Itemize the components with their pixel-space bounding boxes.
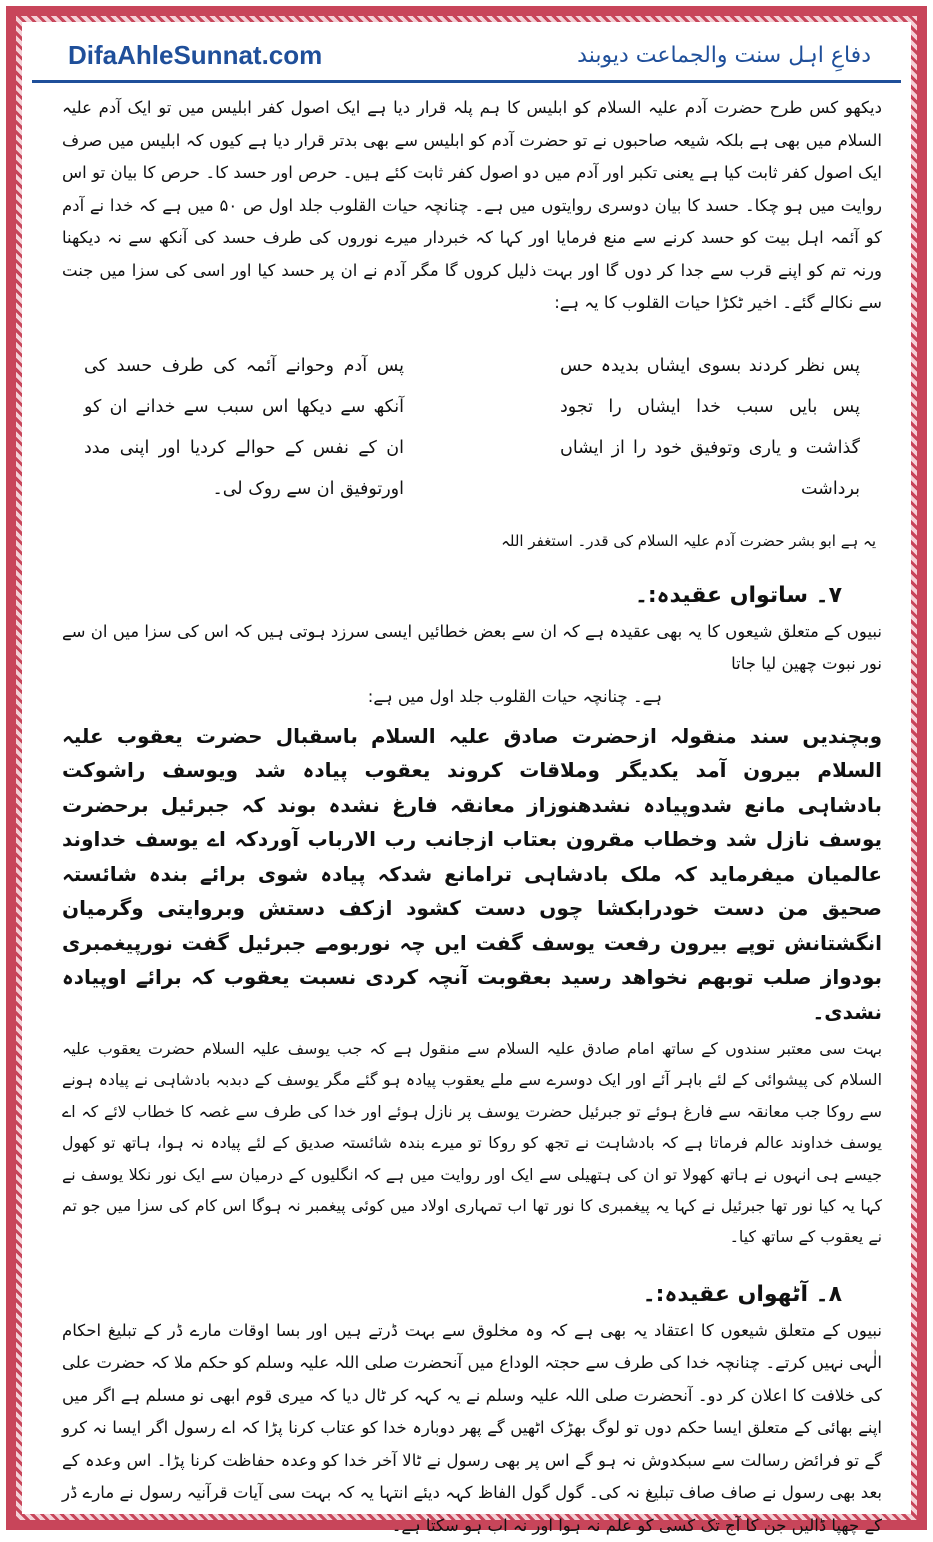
- paragraph-seventh-b: ہے۔ چنانچہ حیات القلوب جلد اول میں ہے:: [367, 686, 662, 706]
- paragraph-intro: دیکھو کس طرح حضرت آدم علیہ السلام کو ابلیس کا ہم پلہ قرار دیا ہے ایک اصول کفر ابلیس میں تو ایک آدم علیہ السلام میں بھی ہے بلکہ شیعہ صاحبوں نے تو حضرت آدم کو ابلیس سے بھی بدتر قرار دیا ہے کیوں کہ ابلیس میں صرف ایک اصول کفر ثابت کیا ہے یعنی تکبر اور آدم میں دو اصول کفر ثابت کئے ہیں۔ حرص اور حسد کا۔ حرص کا بیان تو اس روایت میں ہو چکا۔ حسد کا بیان دوسری روایتوں میں ہے۔ چنانچہ حیات القلوب جلد اول ص ۵۰ میں ہے کہ خدا نے آدم کو آئمہ اہل بیت کو حسد کرنے سے منع فرمایا اور کہا کہ خبردار میرے نوروں کی طرف حسد کی آنکھ سے نہ دیکھنا ورنہ تم کو اپنے قرب سے جدا کر دوں گا اور بہت ذلیل کروں گا مگر آدم نے ان پر حسد کیا اور اسی کی سزا میں جنت سے نکالے گئے۔ اخیر ٹکڑا حیات القلوب کا یہ ہے:: [62, 98, 883, 312]
- paragraph-seventh-a: نبیوں کے متعلق شیعوں کا یہ بھی عقیدہ ہے کہ ان سے بعض خطائیں ایسی سرزد ہوتی ہیں کہ اس کی سزا میں ان سے نور نبوت چھین لیا جاتا: [62, 621, 882, 673]
- heading-eighth-belief: ۸۔ آٹھواں عقیدہ:۔: [642, 1281, 842, 1307]
- page-header: [32, 30, 901, 83]
- brand-title: دفاعِ اہل سنت والجماعت دیوبند: [577, 42, 871, 68]
- narration-translation: بہت سی معتبر سندوں کے ساتھ امام صادق علیہ السلام سے منقول ہے کہ جب یوسف علیہ السلام حضرت یعقوب علیہ السلام کی پیشوائی کے لئے باہر آئے اور ایک دوسرے سے ملے یعقوب پیادہ ہو گئے مگر یوسف کے دبدبہ بادشاہی نے پیادہ ہونے سے روکا جب معانقہ سے فارغ ہوئے تو جبرئیل حضرت یوسف پر نازل ہوئے اور خدا کی طرف سے غصہ کا خطاب لائے کہ اے یوسف خداوند عالم فرماتا ہے کہ بادشاہت نے تجھ کو روکا تو میرے بندہ شائستہ صدیق کے لئے پیادہ نہ ہوا، ہاتھ تو کھول جیسے ہی انہوں نے ہاتھ کھولا تو ان کی ہتھیلی سے ایک اور روایت میں ہے کہ انگلیوں کے درمیان سے ایک نور نکلا یوسف نے کہا یہ کیا نور تھا جبرئیل نے کہا یہ پیغمبری کا نور تھا اب تمہاری اولاد میں کوئی پیغمبر نہ ہوگا اس کام کی سزا میں جو تم نے یعقوب کے ساتھ کیا۔: [62, 1039, 882, 1247]
- paragraph-eighth: نبیوں کے متعلق شیعوں کا اعتقاد یہ بھی ہے کہ وہ مخلوق سے بہت ڈرتے ہیں اور بسا اوقات مارے ڈر کے تبلیغ احکام الٰہی نہیں کرتے۔ چنانچہ خدا کی طرف سے حجتہ الوداع میں آنحضرت صلی اللہ علیہ وسلم کو حکم ملا کہ حضرت علی کی خلافت کا اعلان کر دو۔ آنحضرت صلی اللہ علیہ وسلم نے یہ کہہ کر ٹال دیا کہ میری قوم ابھی نو مسلم ہے اگر میں اپنے بھائی کے متعلق ایسا حکم دوں تو لوگ بھڑک اٹھیں گے پھر دوبارہ خدا کو عتاب کرنا پڑا کہ اے رسول اگر ایسا نہ کرو گے تو فرائض رسالت سے سبکدوش نہ ہو گے اس پر بھی رسول نے ٹالا آخر خدا کو وعدہ حفاظت کرنا پڑا۔ اس وعدہ کے بعد بھی رسول نے صاف صاف تبلیغ نہ کی۔ گول گول الفاظ کہہ دیئے انتہا یہ کہ بہت سی آیات قرآنیہ رسول نے مارے ڈر کے چھپا ڈالیں جن کا آج تک کسی کو علم نہ ہوا اور نہ اب ہو سکتا ہے۔: [62, 1320, 882, 1535]
- heading-seventh-belief: ۷۔ ساتواں عقیدہ:۔: [634, 582, 842, 608]
- urdu-translation: پس آدم وحوانے آئمہ کی طرف حسد کی آنکھ سے دیکھا اس سبب سے خدانے ان کو ان کے نفس کے حوالے کردیا اور اپنی مدد اورتوفیق ان سے روک لی۔: [84, 355, 404, 499]
- quote-columns: [62, 346, 882, 510]
- page: [22, 22, 911, 1535]
- site-url: DifaAhleSunnat.com: [68, 39, 323, 70]
- page-content: [62, 92, 882, 1542]
- persian-narration: وبچندیں سند منقولہ ازحضرت صادق علیہ السلام باسقبال حضرت یعقوب علیہ السلام بیرون آمد یکدیگر وملاقات کروند یعقوب پیادہ شد ویوسف راشوکت بادشاہی مانع شدوپیادہ نشدھنوزاز معانقہ فارغ نشدہ بوند کہ جبرئیل برحضرت یوسف نازل شد وخطاب مقرون بعتاب ازجانب رب الارباب آوردکہ اے یوسف خداوند عالمیان میفرماید کہ ملک بادشاہی ترامانع شدکہ پیادہ شوی برائے بندہ شائستہ صحیق من دست خودرابکشا چوں دست کشود ازکف دستش وبروایتی وگرمیان انگشتانش توپے بیرون رفعت یوسف گفت ایں چہ نوربومے جبرئیل گفت نورپیغمبری بودواز صلب توبھم نخواھد رسید بعقوبت آنچہ کردی نسبت یعقوب کہ برائے اوپیادہ نشدی۔: [62, 723, 882, 1024]
- signature-line: یہ ہے ابو بشر حضرت آدم علیہ السلام کی قدر۔ استغفر اللہ: [501, 531, 876, 550]
- persian-quote: پس نظر کردند بسوی ایشاں بدیدہ حس پس بایں سبب خدا ایشاں را تجود گذاشت و یاری وتوفیق خود را از ایشاں برداشت: [560, 355, 860, 499]
